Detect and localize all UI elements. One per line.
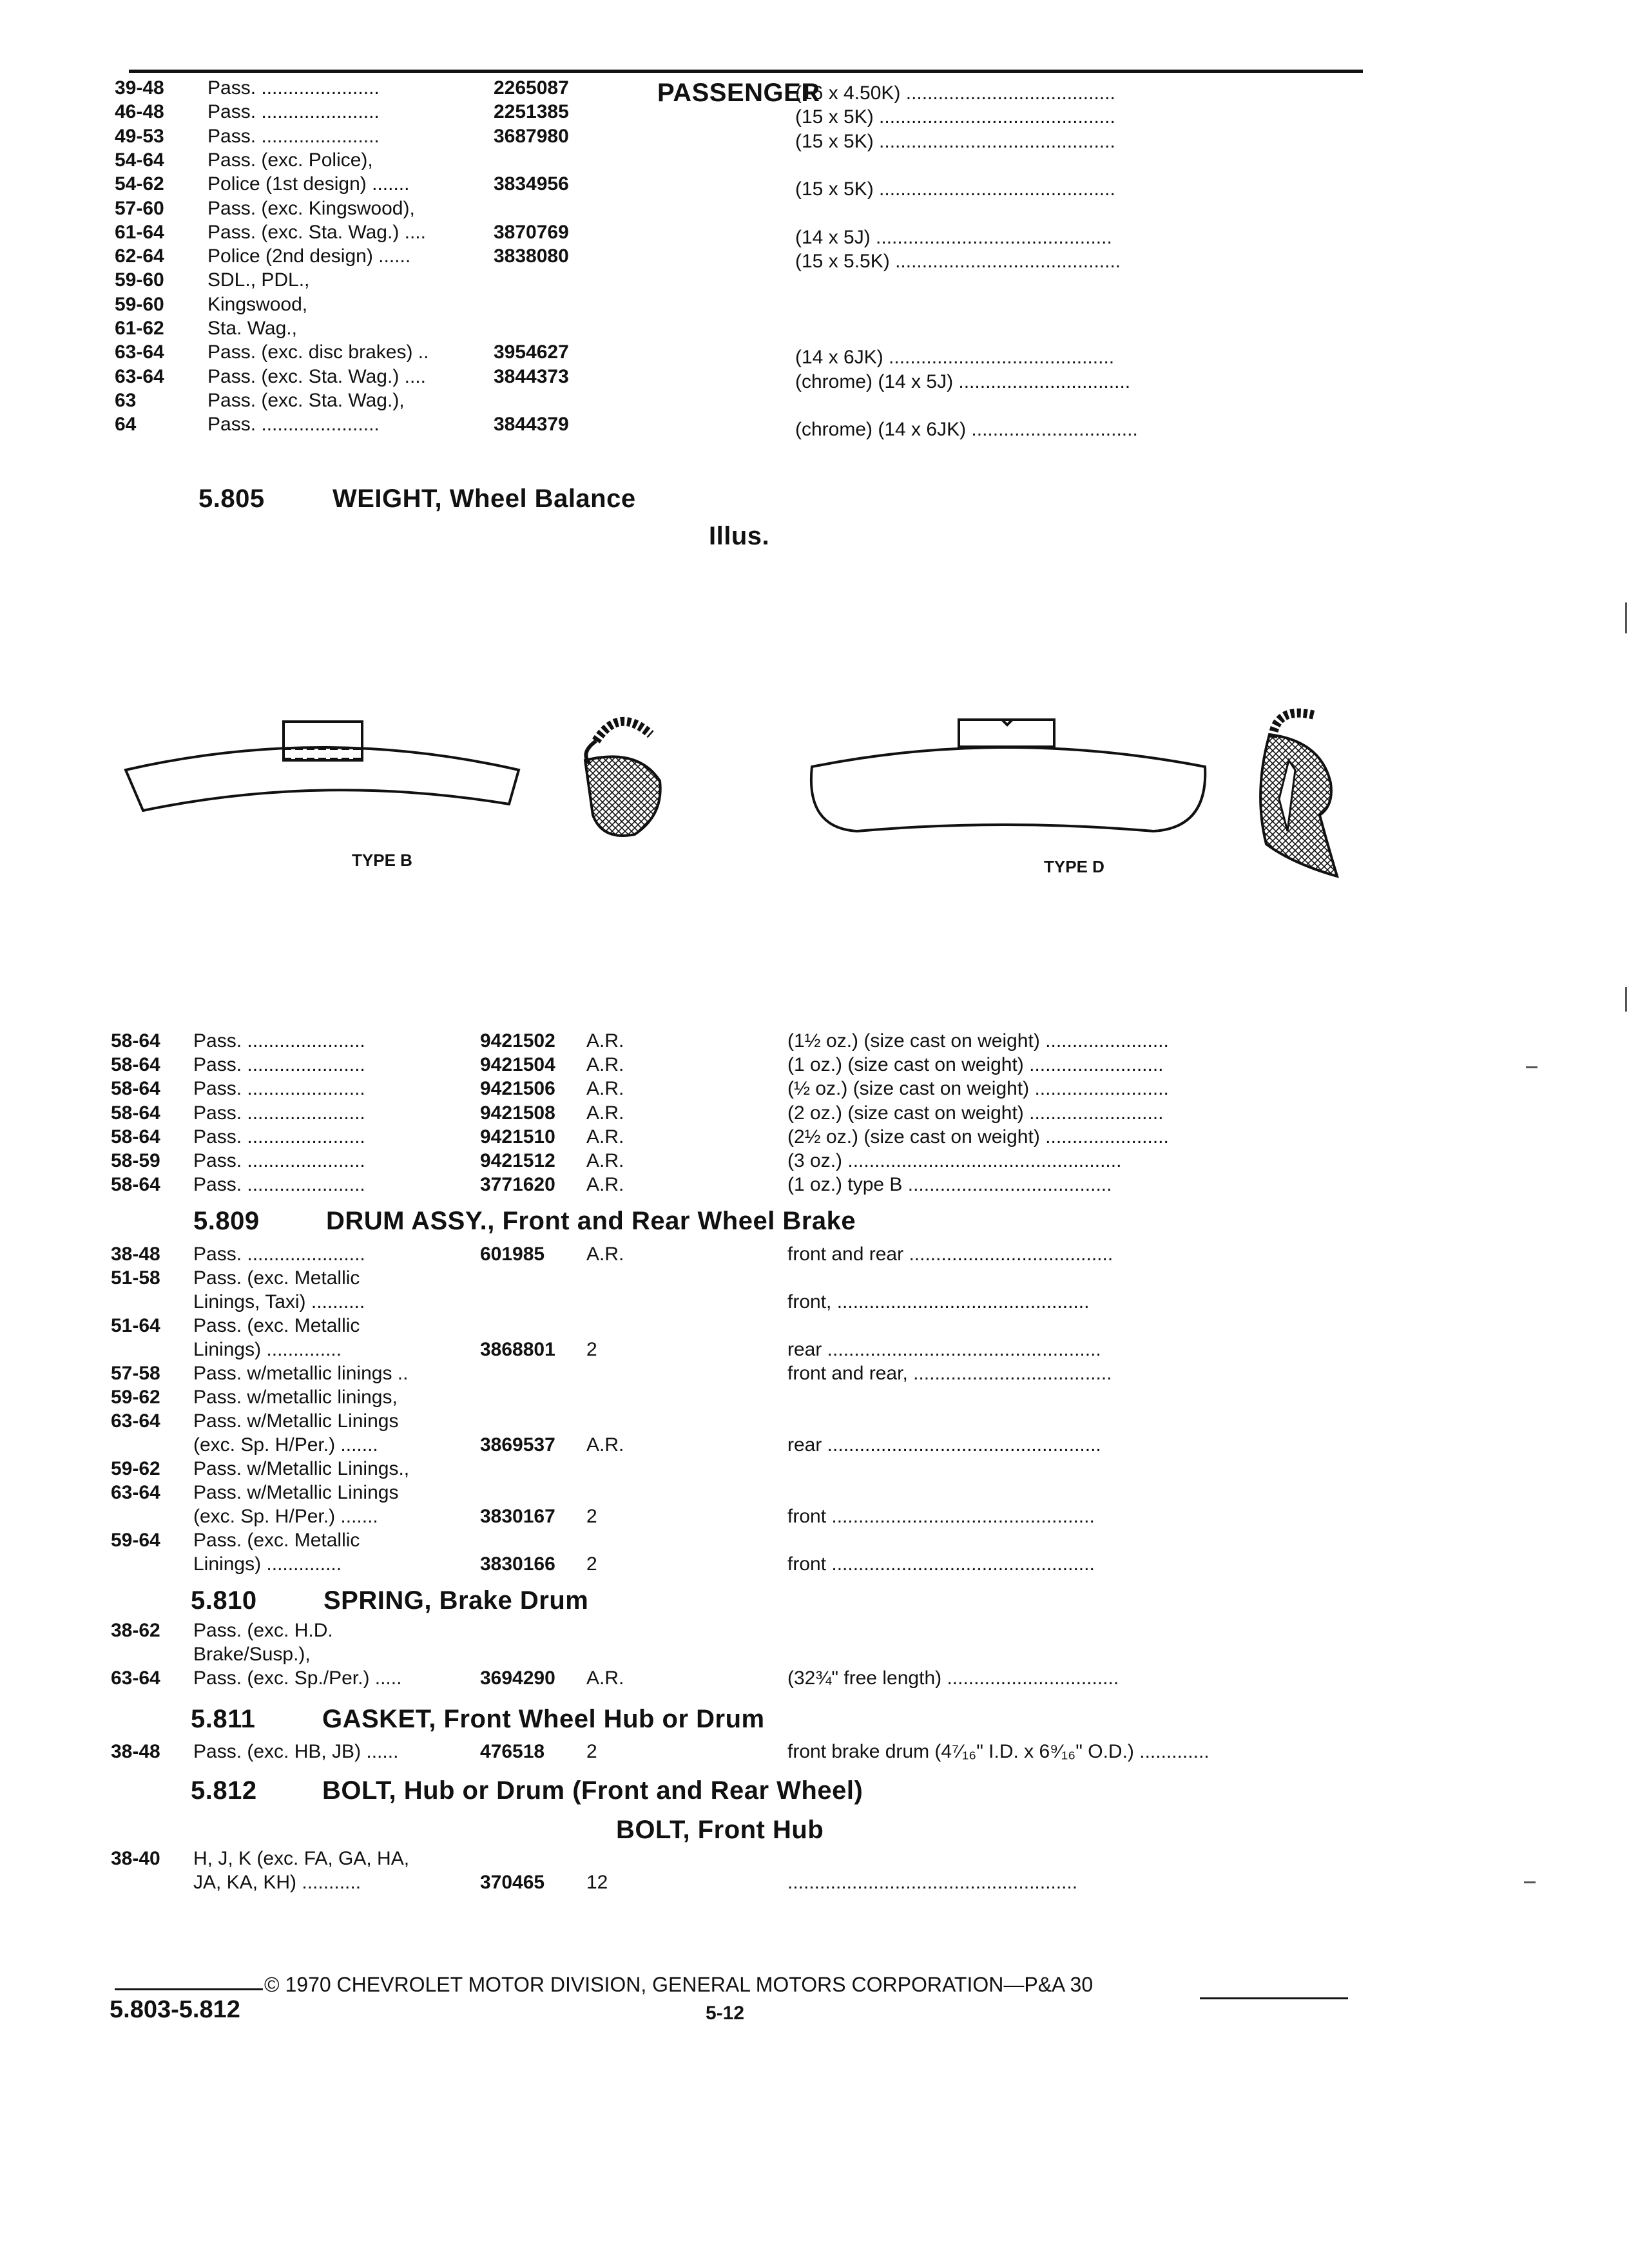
list-item: [0, 1077, 1629, 1101]
part-description: (exc. Sp. H/Per.) .......: [193, 1506, 378, 1527]
part-note: (14 x 5J) ............................................: [795, 226, 1112, 248]
part-number: 3771620: [480, 1174, 555, 1196]
type-d-weight-drawing: [811, 720, 1205, 831]
list-item: [0, 1666, 1629, 1691]
part-year: 59-62: [111, 1387, 160, 1408]
list-item: [0, 1481, 1629, 1505]
part-number: 3954627: [494, 341, 569, 363]
part-number: 3687980: [494, 125, 569, 147]
part-number: 9421504: [480, 1054, 555, 1076]
footer-copyright: © 1970 CHEVROLET MOTOR DIVISION, GENERAL MOTORS CORPORATION—P&A 30: [264, 1973, 1094, 1996]
section-5-812-title: BOLT, Hub or Drum (Front and Rear Wheel): [322, 1776, 863, 1805]
part-quantity: A.R.: [586, 1667, 624, 1689]
list-item: [0, 1385, 1629, 1410]
section-5-805-title: WEIGHT, Wheel Balance: [333, 485, 636, 513]
part-note: rear ...................................................: [787, 1339, 1101, 1360]
part-note: (chrome) (14 x 6JK) ...............................: [795, 419, 1138, 441]
list-item: [0, 1504, 1629, 1529]
part-year: 62-64: [115, 245, 164, 267]
part-quantity: A.R.: [586, 1244, 624, 1265]
part-description: Brake/Susp.),: [193, 1644, 311, 1665]
part-note: (16 x 4.50K) .......................................: [795, 82, 1115, 104]
part-quantity: 2: [586, 1741, 597, 1762]
part-year: 63: [115, 389, 137, 411]
list-item: [0, 1552, 1629, 1577]
part-year: 63-64: [111, 1667, 160, 1689]
list-item: [0, 1101, 1629, 1126]
part-year: 59-60: [115, 293, 164, 315]
part-year: 38-62: [111, 1620, 160, 1641]
part-description: Pass. (exc. Kingswood),: [207, 197, 415, 219]
part-year: 63-64: [111, 1410, 160, 1432]
part-number: 3869537: [480, 1434, 555, 1456]
part-year: 58-64: [111, 1054, 160, 1076]
part-year: 59-62: [111, 1458, 160, 1479]
part-description: Pass. w/metallic linings,: [193, 1387, 398, 1408]
part-description: Police (1st design) .......: [207, 173, 410, 195]
list-item: [0, 1619, 1629, 1643]
section-5-809-number: 5.809: [193, 1207, 260, 1235]
part-year: 51-64: [111, 1315, 160, 1336]
part-description: Pass. ......................: [193, 1102, 365, 1124]
list-item: [0, 1528, 1629, 1553]
list-item: [0, 1149, 1629, 1173]
list-item: [0, 1870, 1629, 1895]
part-description: Pass. ......................: [193, 1030, 365, 1052]
part-note: front and rear ......................................: [787, 1244, 1113, 1265]
part-description: Pass. (exc. Police),: [207, 149, 373, 171]
part-description: Pass. ......................: [193, 1126, 365, 1148]
part-description: Linings) ..............: [193, 1339, 342, 1360]
section-5-811-title: GASKET, Front Wheel Hub or Drum: [322, 1705, 765, 1733]
part-number: 476518: [480, 1741, 545, 1762]
part-number: 9421510: [480, 1126, 555, 1148]
part-note: (1½ oz.) (size cast on weight) .......................: [787, 1030, 1169, 1052]
part-description: Sta. Wag.,: [207, 318, 297, 339]
part-year: 64: [115, 414, 137, 436]
weight-illustrations: [0, 0, 1629, 934]
part-quantity: A.R.: [586, 1174, 624, 1196]
section-title-passenger: PASSENGER: [657, 79, 820, 107]
part-year: 39-48: [115, 77, 164, 99]
part-note: front, ...............................................: [787, 1291, 1090, 1312]
type-b-weight-drawing: [126, 722, 519, 811]
list-item: [0, 1125, 1629, 1149]
part-year: 54-64: [115, 149, 164, 171]
part-year: 58-64: [111, 1030, 160, 1052]
part-description: Pass. (exc. Metallic: [193, 1530, 360, 1551]
list-item: [0, 1053, 1629, 1077]
part-number: 2251385: [494, 101, 569, 123]
part-year: 57-58: [111, 1363, 160, 1384]
part-note: front and rear, .....................................: [787, 1363, 1112, 1384]
part-description: Pass. w/metallic linings ..: [193, 1363, 409, 1384]
part-note: (2 oz.) (size cast on weight) .........................: [787, 1102, 1164, 1124]
part-year: 61-62: [115, 318, 164, 339]
margin-mark: [1625, 987, 1627, 1012]
part-description: Pass. (exc. Sp./Per.) .....: [193, 1667, 402, 1689]
part-number: 9421512: [480, 1150, 555, 1171]
part-year: 63-64: [115, 365, 164, 387]
list-item: [0, 1740, 1629, 1764]
list-item: [0, 1457, 1629, 1481]
part-description: Pass. w/Metallic Linings.,: [193, 1458, 410, 1479]
section-5-812-number: 5.812: [191, 1776, 257, 1805]
part-quantity: A.R.: [586, 1434, 624, 1456]
section-5-809-title: DRUM ASSY., Front and Rear Wheel Brake: [326, 1207, 856, 1235]
part-note: (15 x 5.5K) ..........................................: [795, 251, 1121, 273]
part-description: Pass. w/Metallic Linings: [193, 1482, 399, 1503]
part-number: 9421502: [480, 1030, 555, 1052]
part-description: H, J, K (exc. FA, GA, HA,: [193, 1848, 410, 1869]
part-quantity: A.R.: [586, 1078, 624, 1100]
part-year: 63-64: [111, 1482, 160, 1503]
part-description: Pass. ......................: [207, 101, 380, 123]
list-item: [0, 1242, 1629, 1267]
part-quantity: 2: [586, 1553, 597, 1575]
part-year: 54-62: [115, 173, 164, 195]
list-item: [0, 1266, 1629, 1291]
part-year: 57-60: [115, 197, 164, 219]
part-year: 58-64: [111, 1126, 160, 1148]
part-note: front .................................................: [787, 1506, 1095, 1527]
part-number: 9421506: [480, 1078, 555, 1100]
part-year: 51-58: [111, 1267, 160, 1289]
part-description: Pass. (exc. H.D.: [193, 1620, 333, 1641]
section-5-812-subtitle: BOLT, Front Hub: [616, 1816, 824, 1844]
part-description: Pass. ......................: [193, 1174, 365, 1196]
part-year: 58-64: [111, 1102, 160, 1124]
part-year: 46-48: [115, 101, 164, 123]
part-number: 3834956: [494, 173, 569, 195]
part-note: (3 oz.) ...................................................: [787, 1150, 1122, 1171]
part-note: (½ oz.) (size cast on weight) .........................: [787, 1078, 1169, 1100]
part-description: Pass. w/Metallic Linings: [193, 1410, 399, 1432]
part-year: 58-64: [111, 1078, 160, 1100]
part-note: front brake drum (4⁷⁄₁₆" I.D. x 6⁹⁄₁₆" O.D.) .............: [787, 1741, 1210, 1762]
part-description: Pass. ......................: [193, 1150, 365, 1171]
part-number: 3830166: [480, 1553, 555, 1575]
margin-mark: [1625, 602, 1627, 633]
part-note: (32¾" free length) ................................: [787, 1667, 1119, 1689]
part-year: 38-48: [111, 1244, 160, 1265]
list-item: [0, 1029, 1629, 1053]
part-year: 49-53: [115, 125, 164, 147]
footer-rule-right: [1200, 1997, 1348, 1999]
part-number: 3870769: [494, 221, 569, 243]
list-item: [0, 1314, 1629, 1338]
part-number: 9421508: [480, 1102, 555, 1124]
part-quantity: A.R.: [586, 1030, 624, 1052]
section-5-805-number: 5.805: [198, 485, 265, 513]
part-description: Pass. ......................: [193, 1078, 365, 1100]
part-number: 3868801: [480, 1339, 555, 1360]
part-description: Pass. ......................: [207, 77, 380, 99]
part-number: 370465: [480, 1872, 545, 1893]
part-description: SDL., PDL.,: [207, 269, 310, 291]
part-description: Pass. ......................: [193, 1054, 365, 1076]
part-note: (15 x 5K) ............................................: [795, 178, 1115, 200]
part-note: (15 x 5K) ............................................: [795, 106, 1115, 128]
list-item: [0, 1290, 1629, 1314]
part-description: Pass. (exc. HB, JB) ......: [193, 1741, 399, 1762]
list-item: [0, 1338, 1629, 1362]
part-description: Pass. (exc. disc brakes) ..: [207, 341, 429, 363]
part-description: Pass. ......................: [207, 125, 380, 147]
section-5-810-number: 5.810: [191, 1586, 257, 1615]
part-quantity: A.R.: [586, 1102, 624, 1124]
margin-mark: [1524, 1881, 1536, 1883]
part-quantity: 2: [586, 1506, 597, 1527]
part-note: (2½ oz.) (size cast on weight) .......................: [787, 1126, 1169, 1148]
part-description: Linings) ..............: [193, 1553, 342, 1575]
footer-rule-left: [115, 1988, 263, 1990]
part-year: 58-64: [111, 1174, 160, 1196]
part-note: (15 x 5K) ............................................: [795, 130, 1115, 152]
footer-section-range: 5.803-5.812: [110, 1996, 240, 2023]
part-quantity: A.R.: [586, 1126, 624, 1148]
part-description: Police (2nd design) ......: [207, 245, 411, 267]
part-quantity: A.R.: [586, 1150, 624, 1171]
margin-mark: [1526, 1066, 1537, 1068]
part-description: Pass. ......................: [207, 414, 380, 436]
part-year: 59-60: [115, 269, 164, 291]
part-year: 63-64: [115, 341, 164, 363]
part-year: 61-64: [115, 221, 164, 243]
part-year: 58-59: [111, 1150, 160, 1171]
part-year: 38-40: [111, 1848, 160, 1869]
part-description: (exc. Sp. H/Per.) .......: [193, 1434, 378, 1456]
type-d-label: TYPE D: [1044, 857, 1104, 876]
part-number: 2265087: [494, 77, 569, 99]
part-note: rear ...................................................: [787, 1434, 1101, 1456]
part-year: 59-64: [111, 1530, 160, 1551]
part-description: Pass. (exc. Metallic: [193, 1267, 360, 1289]
part-note: (chrome) (14 x 5J) ................................: [795, 370, 1131, 392]
footer-page-number: 5-12: [706, 2003, 745, 2024]
part-description: Linings, Taxi) ..........: [193, 1291, 365, 1312]
part-number: 3830167: [480, 1506, 555, 1527]
illus-label: Illus.: [709, 522, 770, 550]
list-item: [0, 1173, 1629, 1197]
part-description: JA, KA, KH) ...........: [193, 1872, 361, 1893]
section-5-810-title: SPRING, Brake Drum: [323, 1586, 589, 1615]
section-5-811-number: 5.811: [191, 1705, 256, 1733]
part-number: 3844373: [494, 365, 569, 387]
part-quantity: 12: [586, 1872, 608, 1893]
part-description: Pass. ......................: [193, 1244, 365, 1265]
part-description: Pass. (exc. Sta. Wag.),: [207, 389, 405, 411]
part-number: 3844379: [494, 414, 569, 436]
list-item: [0, 1847, 1629, 1871]
list-item: [0, 1361, 1629, 1386]
part-quantity: 2: [586, 1339, 597, 1360]
part-note: ......................................................: [787, 1872, 1078, 1893]
part-note: (1 oz.) (size cast on weight) .........................: [787, 1054, 1164, 1076]
part-number: 601985: [480, 1244, 545, 1265]
part-note: front .................................................: [787, 1553, 1095, 1575]
part-number: 3694290: [480, 1667, 555, 1689]
list-item: [0, 1409, 1629, 1434]
part-note: (1 oz.) type B ......................................: [787, 1174, 1112, 1196]
part-year: 38-48: [111, 1741, 160, 1762]
part-description: Kingswood,: [207, 293, 308, 315]
type-b-clip-drawing: [585, 722, 660, 836]
part-quantity: A.R.: [586, 1054, 624, 1076]
list-item: [0, 1642, 1629, 1667]
list-item: [0, 1433, 1629, 1457]
part-description: Pass. (exc. Sta. Wag.) ....: [207, 221, 426, 243]
part-number: 3838080: [494, 245, 569, 267]
type-b-label: TYPE B: [352, 850, 412, 870]
type-d-clip-drawing: [1260, 713, 1337, 876]
part-description: Pass. (exc. Metallic: [193, 1315, 360, 1336]
part-note: (14 x 6JK) ..........................................: [795, 347, 1115, 369]
part-description: Pass. (exc. Sta. Wag.) ....: [207, 365, 426, 387]
